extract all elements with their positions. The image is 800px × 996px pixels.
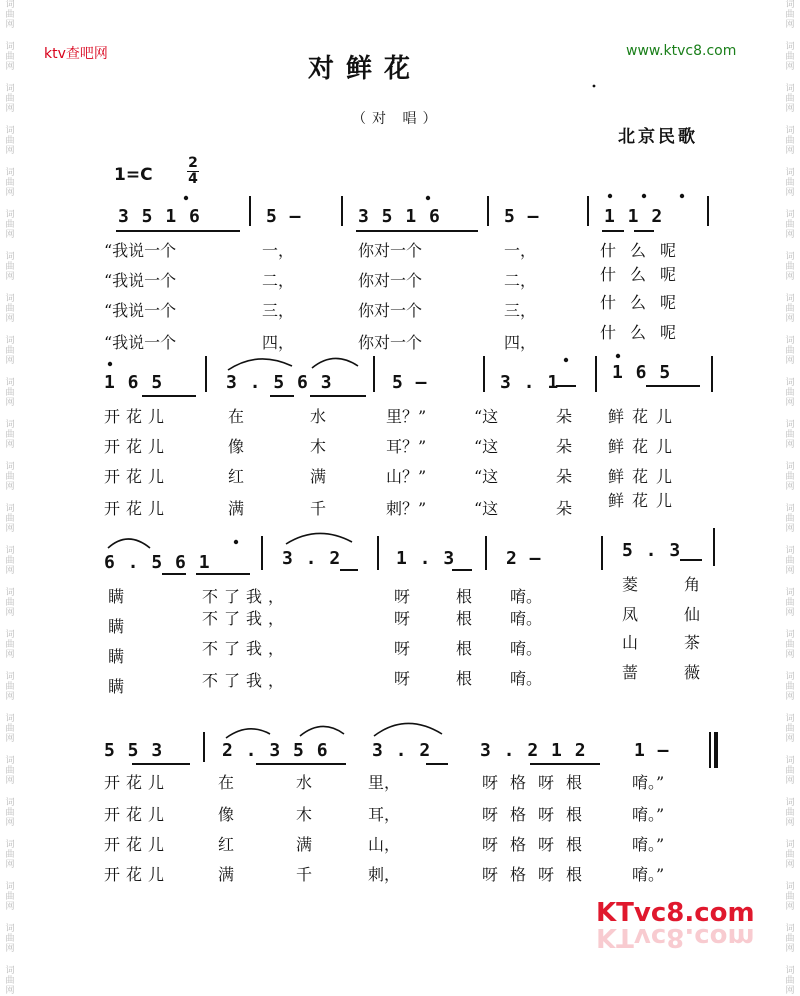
r4v3-f: 唷。” xyxy=(632,835,665,854)
watermark-text: 词 曲 网 xyxy=(785,210,795,240)
watermark-text: 词 曲 网 xyxy=(5,924,15,954)
watermark-text: 词 曲 网 xyxy=(5,0,15,30)
r4v1-b: 在 xyxy=(218,773,235,792)
r2v2-c: 木 xyxy=(310,437,327,456)
r4v1-f: 唷。” xyxy=(632,773,665,792)
r4v4-d: 刺， xyxy=(368,865,401,884)
r1v1-a: “我说一个 xyxy=(104,241,177,260)
r2v4-c: 千 xyxy=(310,499,327,518)
watermark-text: 词 曲 网 xyxy=(5,756,15,786)
r4v2-e: 呀格呀根 xyxy=(482,805,595,824)
r2v3-c: 满 xyxy=(310,467,327,486)
watermark-text: 词 曲 网 xyxy=(5,546,15,576)
r3v1-a: 瞒 xyxy=(108,587,125,606)
r1v2-b: 二， xyxy=(262,271,295,290)
r3v3-g: 茶 xyxy=(684,633,701,652)
row3-measure4: 2 – xyxy=(506,548,542,569)
r1v4-a: “我说一个 xyxy=(104,333,177,352)
r1v1-c: 你对一个 xyxy=(358,241,423,260)
r1v3-c: 你对一个 xyxy=(358,301,423,320)
octave-dot xyxy=(426,196,430,200)
r3v3-b: 不了我， xyxy=(202,639,291,658)
r1v2-a: “我说一个 xyxy=(104,271,177,290)
slur xyxy=(108,539,150,548)
octave-dot xyxy=(564,358,568,362)
r2v3-g: 鲜花儿 xyxy=(608,467,681,486)
watermark-text: 词 曲 网 xyxy=(5,336,15,366)
row4-measure3: 3 . 2 xyxy=(372,740,432,761)
row2-measure4: 3 . 1 xyxy=(500,372,560,393)
r4v2-a: 开花儿 xyxy=(104,805,171,824)
octave-dot xyxy=(108,362,112,366)
watermark-text: 词 曲 网 xyxy=(785,504,795,534)
r3v2-b: 不了我， xyxy=(202,609,291,628)
watermark-text: 词 曲 网 xyxy=(785,714,795,744)
watermark-text: 词 曲 网 xyxy=(5,378,15,408)
r3v1-d: 根 xyxy=(456,587,473,606)
watermark-text: 词 曲 网 xyxy=(785,840,795,870)
r3v1-f: 菱 xyxy=(622,575,639,594)
r4v2-d: 耳， xyxy=(368,805,401,824)
r4v2-f: 唷。” xyxy=(632,805,665,824)
slur xyxy=(226,729,270,738)
watermark-text: 词 曲 网 xyxy=(5,882,15,912)
r3v2-d: 根 xyxy=(456,609,473,628)
r3v2-c: 呀 xyxy=(394,609,411,628)
r3v4-d: 根 xyxy=(456,669,473,688)
r3v4-c: 呀 xyxy=(394,669,411,688)
r2v1-f: 朵 xyxy=(556,407,573,426)
r4v3-a: 开花儿 xyxy=(104,835,171,854)
r4v4-e: 呀格呀根 xyxy=(482,865,595,884)
slur xyxy=(286,533,352,544)
watermark-text: 词 曲 网 xyxy=(5,672,15,702)
r1v4-b: 四， xyxy=(262,333,295,352)
r2v3-d: 山？” xyxy=(386,467,427,486)
row2-measure2: 3 . 5 6 3 xyxy=(226,372,333,393)
song-subtitle: （对 唱） xyxy=(352,111,443,127)
watermark-text: 词 曲 网 xyxy=(785,252,795,282)
r4v1-a: 开花儿 xyxy=(104,773,171,792)
watermark-text: 词 曲 网 xyxy=(785,84,795,114)
key-signature: 1=C xyxy=(114,165,153,185)
row3-measure3: 1 . 3 xyxy=(396,548,456,569)
watermark-text: 词 曲 网 xyxy=(785,882,795,912)
watermark-text: 词 曲 网 xyxy=(5,210,15,240)
r1v1-d: 一， xyxy=(504,241,537,260)
r3v1-c: 呀 xyxy=(394,587,411,606)
r2v4-d: 刺？” xyxy=(386,499,427,518)
r3v3-c: 呀 xyxy=(394,639,411,658)
r1v4-c: 你对一个 xyxy=(358,333,423,352)
watermark-text: 词 曲 网 xyxy=(785,168,795,198)
r2v1-b: 在 xyxy=(228,407,245,426)
r1v3-d: 三， xyxy=(504,301,537,320)
watermark-text: 词 曲 网 xyxy=(785,630,795,660)
r3v4-e: 唷。 xyxy=(510,669,543,688)
r2v2-a: 开花儿 xyxy=(104,437,171,456)
row1-measure3: 3 5 1 6 xyxy=(358,206,441,227)
watermark-text: 词 曲 网 xyxy=(785,546,795,576)
watermark-text: 词 曲 网 xyxy=(5,420,15,450)
r3v4-g: 薇 xyxy=(684,663,701,682)
row1-measure1: 3 5 1 6 xyxy=(118,206,201,227)
r2v1-g: 鲜花儿 xyxy=(608,407,681,426)
r1v2-d: 二， xyxy=(504,271,537,290)
watermark-text: 词 曲 网 xyxy=(5,840,15,870)
r2v2-g: 鲜花儿 xyxy=(608,437,681,456)
r3v1-b: 不了我， xyxy=(202,587,291,606)
watermark-text: 词 曲 网 xyxy=(5,42,15,72)
site-logo-reflection: KTvc8.com xyxy=(596,922,755,952)
watermark-text: 词 曲 网 xyxy=(5,462,15,492)
r4v1-d: 里， xyxy=(368,773,401,792)
watermark-text: 词 曲 网 xyxy=(785,588,795,618)
watermark-text: 词 曲 网 xyxy=(785,126,795,156)
watermark-text: 词 曲 网 xyxy=(5,966,15,996)
r2v2-b: 像 xyxy=(228,437,245,456)
r3v3-e: 唷。 xyxy=(510,639,543,658)
r4v4-a: 开花儿 xyxy=(104,865,171,884)
r3v3-f: 山 xyxy=(622,633,639,652)
brand-right-link[interactable]: www.ktvc8.com xyxy=(626,43,737,59)
octave-dot xyxy=(680,194,684,198)
slur xyxy=(312,358,358,368)
slur xyxy=(300,726,344,736)
watermark-text: 词 曲 网 xyxy=(5,126,15,156)
watermark-text: 词 曲 网 xyxy=(785,924,795,954)
row4-measure1: 5 5 3 xyxy=(104,740,164,761)
watermark-text: 词 曲 网 xyxy=(785,756,795,786)
watermark-text: 词 曲 网 xyxy=(5,714,15,744)
octave-dot xyxy=(616,354,620,358)
r3v2-e: 唷。 xyxy=(510,609,543,628)
r3v4-a: 瞒 xyxy=(108,677,125,696)
watermark-text: 词 曲 网 xyxy=(785,462,795,492)
watermark-text: 词 曲 网 xyxy=(5,504,15,534)
octave-dot xyxy=(234,540,238,544)
row1-measure2: 5 – xyxy=(266,206,302,227)
octave-dot xyxy=(608,194,612,198)
row4-measure5: 1 – xyxy=(634,740,670,761)
r2v3-f: 朵 xyxy=(556,467,573,486)
r1v4-d: 四， xyxy=(504,333,537,352)
r4v2-b: 像 xyxy=(218,805,235,824)
r2v4-b: 满 xyxy=(228,499,245,518)
watermark-text: 词 曲 网 xyxy=(785,42,795,72)
r1v1-b: 一， xyxy=(262,241,295,260)
row2-measure3: 5 – xyxy=(392,372,428,393)
watermark-text: 词 曲 网 xyxy=(5,252,15,282)
r3v2-f: 凤 xyxy=(622,605,639,624)
r4v4-c: 千 xyxy=(296,865,313,884)
site-logo[interactable]: KTvc8.com xyxy=(596,898,755,928)
decor-dot xyxy=(593,85,596,88)
r3v2-g: 仙 xyxy=(684,605,701,624)
r2v1-d: 里？” xyxy=(386,407,427,426)
r3v3-a: 瞒 xyxy=(108,647,125,666)
r2v2-e: “这 xyxy=(474,437,499,456)
row2-measure5: 1 6 5 xyxy=(612,362,672,383)
r2v4-e: “这 xyxy=(474,499,499,518)
watermark-text: 词 曲 网 xyxy=(5,630,15,660)
row3-measure1: 6 . 5 6 1 xyxy=(104,552,211,573)
r4v3-c: 满 xyxy=(296,835,313,854)
song-title: 对鲜花 xyxy=(308,54,423,84)
r2v1-a: 开花儿 xyxy=(104,407,171,426)
r2v1-e: “这 xyxy=(474,407,499,426)
watermark-text: 词 曲 网 xyxy=(5,588,15,618)
octave-dot xyxy=(184,196,188,200)
r4v3-b: 红 xyxy=(218,835,235,854)
octave-dot xyxy=(642,194,646,198)
r1v2-e: 什么呢 xyxy=(600,265,691,284)
row4-measure4: 3 . 2 1 2 xyxy=(480,740,587,761)
r1v3-e: 什么呢 xyxy=(600,293,691,312)
time-top: 2 xyxy=(188,155,198,171)
watermark-text: 词 曲 网 xyxy=(785,336,795,366)
song-origin: 北京民歌 xyxy=(618,127,698,147)
r2v4-f: 朵 xyxy=(556,499,573,518)
r4v4-f: 唷。” xyxy=(632,865,665,884)
watermark-text: 词 曲 网 xyxy=(5,798,15,828)
brand-left-link[interactable]: ktv查吧网 xyxy=(44,46,108,62)
watermark-text: 词 曲 网 xyxy=(5,294,15,324)
row3-measure5: 5 . 3 xyxy=(622,540,682,561)
row1-measure5: 1 1 2 xyxy=(604,206,664,227)
watermark-text: 词 曲 网 xyxy=(785,378,795,408)
r2v1-c: 水 xyxy=(310,407,327,426)
r2v4-g: 鲜花儿 xyxy=(608,491,681,510)
r4v1-c: 水 xyxy=(296,773,313,792)
r3v3-d: 根 xyxy=(456,639,473,658)
r1v2-c: 你对一个 xyxy=(358,271,423,290)
r1v4-e: 什么呢 xyxy=(600,323,691,342)
r2v3-e: “这 xyxy=(474,467,499,486)
r4v3-d: 山， xyxy=(368,835,401,854)
watermark-text: 词 曲 网 xyxy=(785,966,795,996)
r1v3-b: 三， xyxy=(262,301,295,320)
r2v2-d: 耳？” xyxy=(386,437,427,456)
watermark-text: 词 曲 网 xyxy=(785,294,795,324)
r3v4-f: 蔷 xyxy=(622,663,639,682)
r2v4-a: 开花儿 xyxy=(104,499,171,518)
row2-measure1: 1 6 5 xyxy=(104,372,164,393)
r3v1-g: 角 xyxy=(684,575,701,594)
slur xyxy=(228,359,292,370)
r2v3-a: 开花儿 xyxy=(104,467,171,486)
r3v2-a: 瞒 xyxy=(108,617,125,636)
row4-measure2: 2 . 3 5 6 xyxy=(222,740,329,761)
watermark-text: 词 曲 网 xyxy=(785,672,795,702)
r2v2-f: 朵 xyxy=(556,437,573,456)
watermark-text: 词 曲 网 xyxy=(5,168,15,198)
r4v1-e: 呀格呀根 xyxy=(482,773,595,792)
watermark-text: 词 曲 网 xyxy=(785,798,795,828)
row3-measure2: 3 . 2 xyxy=(282,548,342,569)
r2v3-b: 红 xyxy=(228,467,245,486)
r3v4-b: 不了我， xyxy=(202,671,291,690)
r1v3-a: “我说一个 xyxy=(104,301,177,320)
r4v2-c: 木 xyxy=(296,805,313,824)
r1v1-e: 什么呢 xyxy=(600,241,691,260)
watermark-text: 词 曲 网 xyxy=(785,0,795,30)
slur xyxy=(374,723,442,736)
r4v4-b: 满 xyxy=(218,865,235,884)
row1-measure4: 5 – xyxy=(504,206,540,227)
time-bottom: 4 xyxy=(188,171,198,187)
r3v1-e: 唷。 xyxy=(510,587,543,606)
watermark-text: 词 曲 网 xyxy=(5,84,15,114)
watermark-text: 词 曲 网 xyxy=(785,420,795,450)
r4v3-e: 呀格呀根 xyxy=(482,835,595,854)
